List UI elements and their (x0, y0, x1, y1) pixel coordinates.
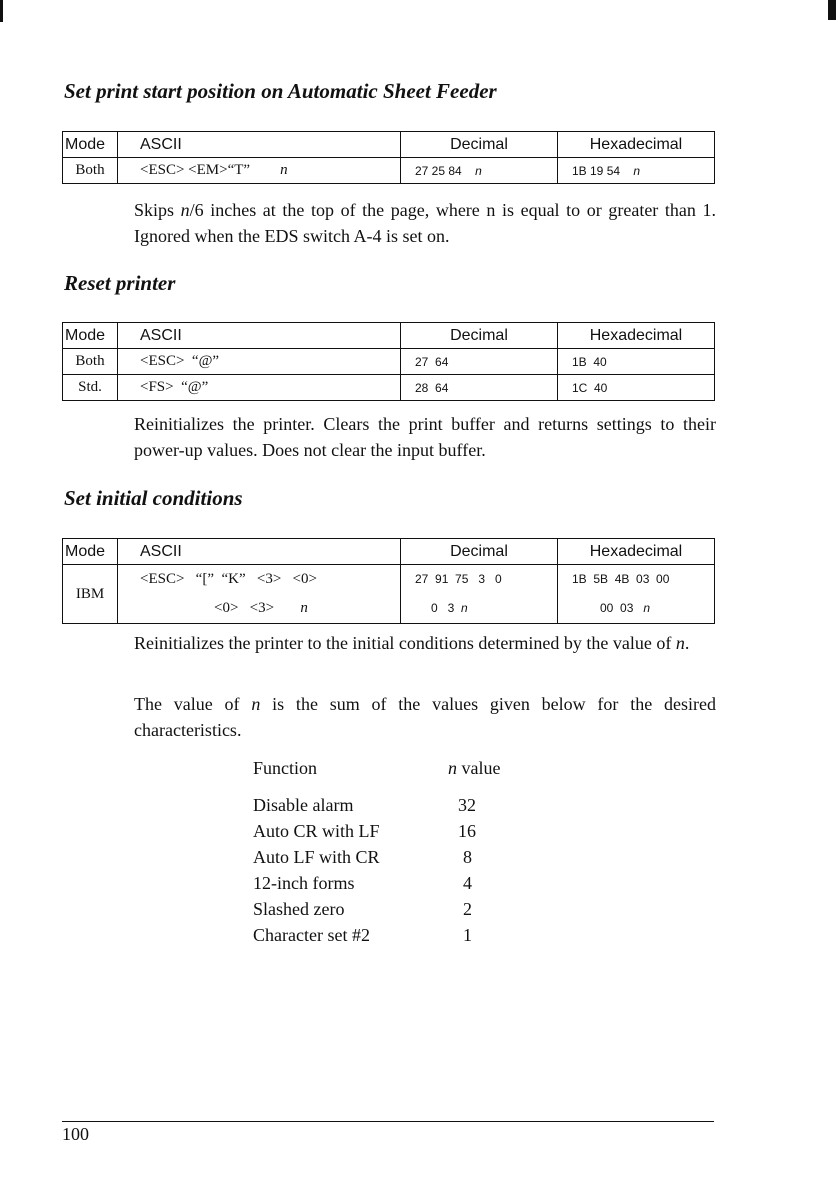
function-label: Disable alarm (253, 795, 354, 815)
cell-mode: Std. (63, 375, 118, 401)
function-value: 16 (458, 821, 476, 841)
function-label: 12-inch forms (253, 873, 355, 893)
cell-mode: IBM (63, 565, 118, 624)
col-mode: Mode (63, 539, 118, 565)
function-value: 2 (463, 899, 472, 919)
command-table-initial (62, 538, 715, 624)
col-hex: Hexadecimal (558, 539, 715, 565)
col-decimal: Decimal (401, 539, 558, 565)
col-mode: Mode (63, 323, 118, 349)
description-initial-1: Reinitializes the printer to the initial conditions determined by the value of n. (134, 633, 690, 653)
cell-hex: 1C 40 (558, 375, 715, 401)
col-decimal: Decimal (401, 132, 558, 158)
list-item (253, 896, 543, 922)
cell-mode: Both (63, 349, 118, 375)
col-ascii: ASCII (118, 539, 401, 565)
function-label: Auto LF with CR (253, 847, 380, 867)
col-hex: Hexadecimal (558, 323, 715, 349)
cell-mode: Both (63, 158, 118, 184)
cell-ascii: <ESC> “@” (118, 349, 401, 375)
function-label: Auto CR with LF (253, 821, 380, 841)
scan-mark-right (828, 0, 836, 20)
table-header-row (63, 132, 715, 158)
table-row (63, 375, 715, 401)
description-print-start: Skips n/6 inches at the top of the page, where n is equal to or greater than 1. Ignored when the EDS switch A-4 is set on. (134, 200, 716, 246)
header-function: Function (253, 758, 318, 778)
cell-decimal: 27 64 (401, 349, 558, 375)
list-item (253, 870, 543, 896)
heading-set-print-start: Set print start position on Automatic Sheet Feeder (64, 79, 497, 103)
function-value: 32 (458, 795, 476, 815)
n-value-header (253, 755, 543, 781)
cell-hex: 1B 5B 4B 03 00 00 03 n (558, 565, 715, 624)
cell-hex: 1B 40 (558, 349, 715, 375)
table-row (63, 349, 715, 375)
list-item (253, 818, 543, 844)
header-n-value: n value (448, 758, 501, 778)
table-header-row (63, 323, 715, 349)
cell-ascii: <ESC> “[” “K” <3> <0> <0> <3> n (118, 565, 401, 624)
function-value: 1 (463, 925, 472, 945)
command-table-print-start (62, 131, 715, 184)
col-ascii: ASCII (118, 132, 401, 158)
function-value: 8 (463, 847, 472, 867)
cell-decimal: 28 64 (401, 375, 558, 401)
command-table-reset (62, 322, 715, 401)
heading-reset-printer: Reset printer (64, 271, 176, 295)
description-initial-2: The value of n is the sum of the values given below for the desired characteristics. (134, 694, 716, 740)
col-decimal: Decimal (401, 323, 558, 349)
page-number: 100 (62, 1124, 89, 1144)
n-value-table (253, 755, 543, 948)
cell-hex: 1B 19 54 n (558, 158, 715, 184)
heading-initial-conditions: Set initial conditions (64, 486, 243, 510)
col-ascii: ASCII (118, 323, 401, 349)
col-hex: Hexadecimal (558, 132, 715, 158)
cell-ascii: <ESC> <EM>“T” n (118, 158, 401, 184)
scan-mark-left (0, 0, 3, 22)
description-reset: Reinitializes the printer. Clears the print buffer and returns settings to their power-up values. Does not clear the input buffer. (134, 414, 716, 460)
table-header-row (63, 539, 715, 565)
table-row (63, 565, 715, 624)
cell-ascii: <FS> “@” (118, 375, 401, 401)
list-item (253, 792, 543, 818)
col-mode: Mode (63, 132, 118, 158)
cell-decimal: 27 25 84 n (401, 158, 558, 184)
cell-decimal: 27 91 75 3 0 0 3 n (401, 565, 558, 624)
list-item (253, 844, 543, 870)
table-row (63, 158, 715, 184)
function-label: Slashed zero (253, 899, 345, 919)
function-value: 4 (463, 873, 472, 893)
list-item (253, 922, 543, 948)
footer-rule (62, 1121, 714, 1122)
function-label: Character set #2 (253, 925, 370, 945)
